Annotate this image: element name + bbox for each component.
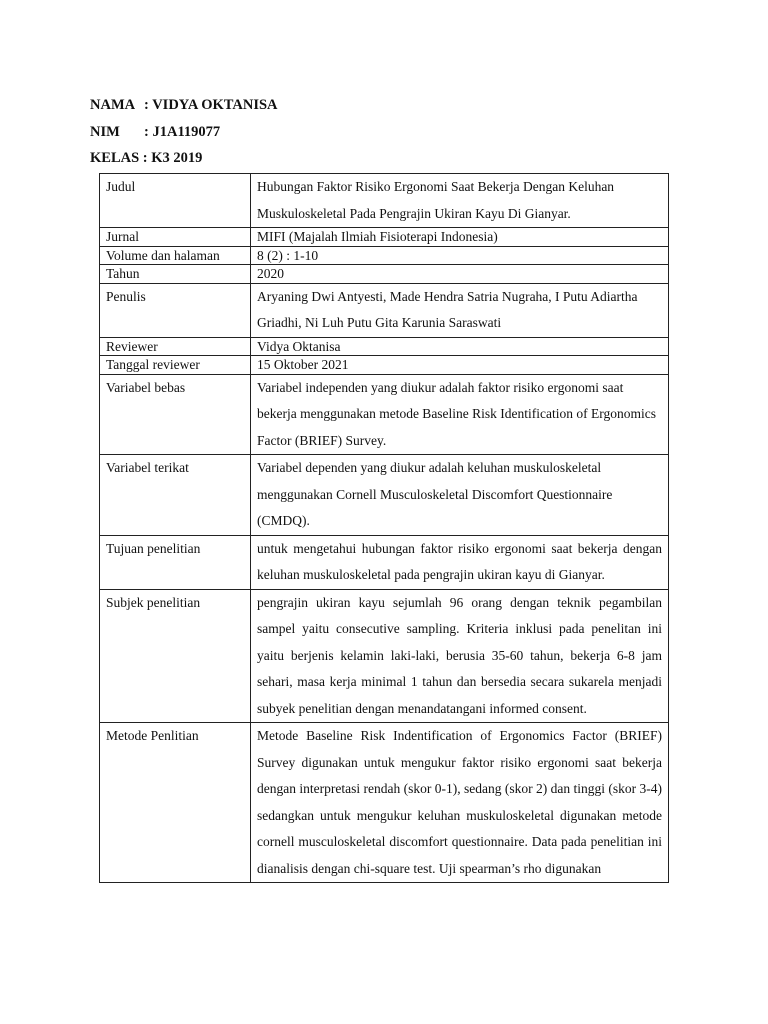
table-row [100,374,669,455]
row-value: Vidya Oktanisa [251,337,669,356]
row-key: Variabel terikat [100,455,251,536]
kelas-label: KELAS [90,150,140,166]
row-value: Variabel dependen yang diukur adalah keluhan muskuloskeletal menggunakan Cornell Musculoskeletal Discomfort Questionnaire (CMDQ). [251,455,669,536]
row-value: 15 Oktober 2021 [251,356,669,375]
nama-line: NAMA : VIDYA OKTANISA [90,92,278,119]
row-key: Metode Penlitian [100,723,251,883]
row-key: Variabel bebas [100,374,251,455]
row-value: 8 (2) : 1-10 [251,246,669,265]
table-row [100,455,669,536]
table-row [100,283,669,337]
row-key: Tujuan penelitian [100,535,251,589]
row-value: Hubungan Faktor Risiko Ergonomi Saat Bekerja Dengan Keluhan Muskuloskeletal Pada Pengrajin Ukiran Kayu Di Gianyar. [251,174,669,228]
table-row [100,723,669,883]
row-value: MIFI (Majalah Ilmiah Fisioterapi Indonesia) [251,228,669,247]
nama-value: VIDYA OKTANISA [152,97,278,113]
nim-label: NIM [90,123,120,140]
table-row [100,356,669,375]
row-key: Subjek penelitian [100,589,251,723]
table-row [100,246,669,265]
row-value: untuk mengetahui hubungan faktor risiko ergonomi saat bekerja dengan keluhan muskuloskeletal pada pengrajin ukiran kayu di Gianyar. [251,535,669,589]
table-row [100,337,669,356]
table-row [100,535,669,589]
nama-label: NAMA [90,97,136,113]
row-key: Tahun [100,265,251,284]
row-value: Aryaning Dwi Antyesti, Made Hendra Satria Nugraha, I Putu Adiartha Griadhi, Ni Luh Putu Gita Karunia Saraswati [251,283,669,337]
table-row [100,228,669,247]
table-row [100,589,669,723]
row-key: Judul [100,174,251,228]
row-key: Penulis [100,283,251,337]
nim-value: J1A119077 [152,123,221,140]
kelas-line: KELAS : K3 2019 [90,150,203,166]
row-key: Volume dan halaman [100,246,251,265]
row-value: pengrajin ukiran kayu sejumlah 96 orang dengan teknik pegambilan sampel yaitu consecutive sampling. Kriteria inklusi pada penelitan ini yaitu berjenis kelamin laki-laki, berusia 35-60 tahun, bekerja 6-8 jam sehari, masa kerja minimal 1 tahun dan bersedia secara sukarela menjadi subyek penelitian dengan menandatangani informed consent. [251,589,669,723]
row-key: Tanggal reviewer [100,356,251,375]
row-value: Metode Baseline Risk Indentification of Ergonomics Factor (BRIEF) Survey digunakan untuk mengukur faktor risiko ergonomi saat bekerja dengan interpretasi rendah (skor 0-1), sedang (skor 2) dan tinggi (skor 3-4) sedangkan untuk mengukur keluhan muskuloskeletal digunakan metode cornell musculoskeletal discomfort questionnaire. Data pada penelitian ini dianalisis dengan chi-square test. Uji spearman’s rho digunakan [251,723,669,883]
row-key: Reviewer [100,337,251,356]
row-key: Jurnal [100,228,251,247]
table-row [100,265,669,284]
review-table [99,173,669,883]
row-value: 2020 [251,265,669,284]
nim-line: NIM : J1A119077 [90,119,278,146]
kelas-value: K3 2019 [151,150,203,166]
table-row [100,174,669,228]
student-info [90,92,278,172]
row-value: Variabel independen yang diukur adalah faktor risiko ergonomi saat bekerja menggunakan metode Baseline Risk Identification of Ergonomics Factor (BRIEF) Survey. [251,374,669,455]
